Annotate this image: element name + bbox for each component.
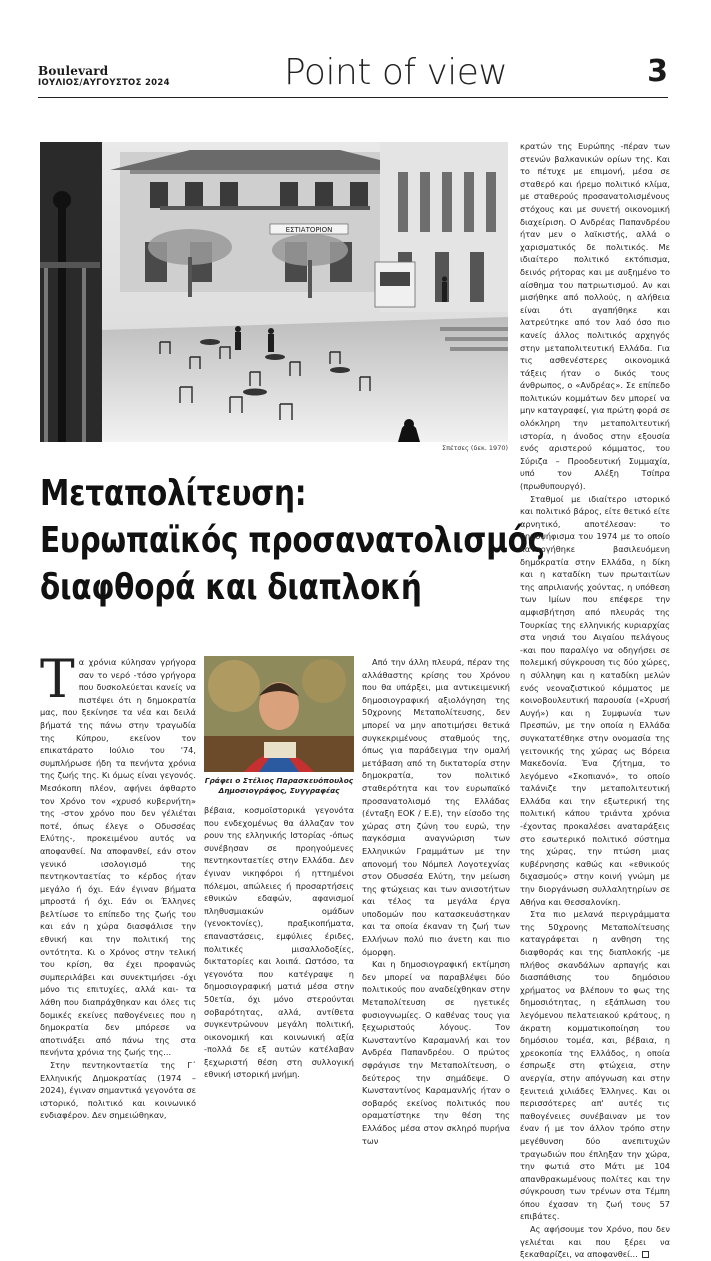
article-column-1 <box>40 650 196 1122</box>
author-name: Γράφει ο Στέλιος Παρασκευόπουλος <box>204 776 354 785</box>
paragraph-text: α χρόνια κύλησαν γρήγορα σαν το νερό -τόσο γρήγορα που δυσκολεύεται κανείς να πιστέψει ότι η δημοκρατία μας, που ξεκίνησε τα νέα και δειλά βήματά της πάνω στην τραγωδία της Κύπρου, εκείνον τον επικατάρατο Ιούλιο του '74, συμπλήρωσε ήδη τα πενήντα χρόνια της ζωής της. Κι όμως είναι γεγονός. Μεσόκοπη πλέον, αφήνει άφθαρτο τον Χρόνο τον «χρυσό κυβερνήτη» της -στον χρόνο που δεν γέλιέται ποτέ, όπως έλεγε ο Οδυσσέας Ελύτης-, προκειμένου αυτός να αποφανθεί. Να αποφανθεί, εάν στον γενικό ισολογισμό της πεντηκονταετίας το κέρδος ήταν μεγάλο ή όχι. Εάν έγιναν βήματα μπροστά ή όχι. Εάν οι Έλληνες βελτίωσε το επίπεδο της ζωής του και εάν η χώρα διασφάλισε την εθνική και την πολιτική της οντότητα. Κι ο Χρόνος στην τελική του κρίση, θα έχει προφανώς συμπεριλάβει και συνεκτιμήσει -όχι μόνο τις επιτυχίες, αλλά και- τα λάθη που διαπράχθηκαν και όλες τις δομικές εκείνες παθογένειες που η δημοκρατία δεν μπόρεσε να αποτινάξει από πάνω της στα πενήντα χρόνια της ζωής της... <box>40 657 196 1058</box>
page-number: 3 <box>647 54 668 89</box>
article-paragraph <box>40 650 196 1059</box>
article-paragraph: Στα πιο μελανά περιγράμματα της 50χρονης Μεταπολίτευσης καταγράφεται η ανθηση της διαφθοράς και της διαπλοκής -με πλήθος σκανδάλων αρπαγής και διασπάθισης του δημόσιου χρήματος να βλέπουν το φως της δημοσιότητας, η εξάπλωση του λεγόμενου πελατειακού κράτους, η άκρατη κομματικοποίηση του δημόσιου τομέα, και, βέβαια, η χρεοκοπία της Ελλάδος, η οποία έσπρωξε στη φτώχεια, στην ανεργία, στην απόγνωση και στην ξενιτειά χιλιάδες Έλληνες. Και οι περισσότερες απ' αυτές τις παθογένειες συνέβαιναν με τον έναν ή με τον άλλον τρόπο στην μεγέθυνση δύο ανεπιτυχών τραγωδιών που έπληξαν την χώρα, την φωτιά στο Μάτι με 104 απανθρακωμένους πολίτες και την σύγκρουση των τρένων στα Τέμπη όπου έχασαν τη ζωή τους 57 επιβάτες. <box>520 909 670 1222</box>
photo-caption: Σπέτσες (δεκ. 1970) <box>441 444 508 452</box>
article-paragraph: Σταθμοί με ιδιαίτερο ιστορικό και πολιτικό βάρος, είτε θετικό είτε αρνητικό, αποτέλεσαν: το δημοψήφισμα του 1974 με το οποίο καταργήθηκε βασιλευόμενη δημοκρατία στην Ελλάδα, η δίκη και η καταδίκη των πρωταιτίων της απριλιανής χούντας, η υπόθεση των Ιμίων που επέφερε την αμφισβήτηση από πλευράς της Τουρκίας της ελληνικής κυριαρχίας στα νησιά του Αιγαίου πελάγους -και που παραλίγο να οδηγήσει σε πολεμική σύγκρουση τις δύο χώρες, η σύλληψη και η καταδίκη μελών ενός νεοναζιστικού κόμματος με κοινοβουλευτική παρουσία («Χρυσή Αυγή») και η Συμφωνία των Πρεσπών, με την οποία η Ελλάδα συγκατατέθηκε στην ονομασία της γειτονικής της χώρας ως Βόρεια Μακεδονία. Ένα ζήτημα, το λεγόμενο «Σκοπιανό», το οποίο ταλάνιζε την μεταπολιτευτική Ελλάδα και την εξωτερική της πολιτική κάπου τριάντα χρόνια -έχοντας προκαλέσει αναταράξεις στο εσωτερικό πολιτικό σύστημα της χώρας, την πτώση μιας κυβέρνησης καθώς και «εθνικούς διχασμούς» στην κοινή γνώμη με την διοργάνωση συλλαλητηρίων σε Αθήνα και Θεσσαλονίκη. <box>520 493 670 907</box>
headline-line-1: Μεταπολίτευση: <box>40 473 307 514</box>
article-paragraph: Από την άλλη πλευρά, πέραν της αλλάθαστης κρίσης του Χρόνου που θα υπάρξει, μια αντικειμενική δημοσιογραφική αξιολόγηση της 50χρονης Μεταπολίτευσης, δεν μπορεί να μην αποτιμήσει θετικά συγκεκριμένους σταθμούς της, όπως για παράδειγμα την ομαλή μετάβαση από τη δικτατορία στην δημοκρατία, τον πολιτικό σταθερότητα και τον ευρωπαϊκό προσανατολισμό της Ελλάδας (ένταξη ΕΟΚ / Ε.Ε), την είσοδο της χώρας στη ζώνη του ευρώ, την παγκόσμια αναγνώριση των Ελληνικών Γραμμάτων με την απονομή του Νόμπελ Λογοτεχνίας στον Οδυσσέα Ελύτη, την μείωση της φτώχειας και των ανισοτήτων και τέλος τα μεγάλα έργα υποδομών που κατασκευάστηκαν και τα οποία έκαναν τη ζωή των Ελλήνων πολύ πιο άνετη και πιο όμορφη. <box>362 657 510 957</box>
author-title: Δημοσιογράφος, Συγγραφέας <box>218 786 340 795</box>
header-rule <box>38 97 668 98</box>
article-paragraph: κρατών της Ευρώπης -πέραν των στενών βαλκανικών ορίων της. Και το πέτυχε με επιμονή, μέσα σε σταθερό και ήρεμο πολιτικό κλίμα, με σταθερούς προσανατολισμένους στόχους και με συνετή οικονομική διαχείριση. Ο Ανδρέας Παπανδρέου ήταν μεν ο λαϊκιστής, αλλά ο χαρισματικός δε πολιτικός. Με ιδιαίτερο πολιτικό εκτόπισμα, δεινός ρήτορας και με αυξημένο το αίσθημα του πατριωτισμού. Αν και μισήθηκε από πολλούς, η αλήθεια είναι ότι αγαπήθηκε και λατρεύτηκε από τον λαό όσο πιο κανείς άλλος πολιτικός αρχηγός στην μεταπολιτευτική Ελλάδα. Για τις ασθενέστερες οικονομικά τάξεις ήταν ο δικός τους άνθρωπος, ο «Ανδρέας». Σε επίπεδο πολιτικών κομμάτων δεν μπορεί να μην καταγραφεί, για πρώτη φορά σε ολόκληρη την μεταπολιτευτική ιστορία, η άνοδος στην εξουσία ενός αριστερού κόμματος, του Σύριζα – Προοδευτική Συμμαχία, υπό τον Αλέξη Τσίπρα (πρωθυπουργό). <box>520 141 670 492</box>
issue-date: ΙΟΥΛΙΟΣ/ΑΥΓΟΥΣΤΟΣ 2024 <box>38 78 170 88</box>
author-portrait <box>204 656 354 772</box>
article-column-2 <box>204 656 354 1081</box>
article-paragraph <box>520 1223 670 1261</box>
photo-illustration <box>40 142 508 442</box>
author-caption <box>204 776 354 796</box>
headline-line-3: διαφθορά και διαπλοκή <box>40 567 422 608</box>
masthead <box>38 52 668 98</box>
headline-line-2: Ευρωπαϊκός προσανατολισμός <box>40 520 545 561</box>
article-paragraph: βέβαια, κοσμοϊστορικά γεγονότα που ενδεχομένως θα άλλαζαν τον ρουν της ελληνικής Ιστορίας -όπως συνέβησαν σε προηγούμενες πεντηκονταετίες στην Ελλάδα. Δεν έγιναν νικηφόροι ή ηττημένοι πόλεμοι, απώλειες ή προσαρτήσεις εθνικών εδαφών, αφανισμοί πληθυσμιακών ομάδων (γενοκτονίες), πραξικοπήματα, επαναστάσεις, εμφύλιες έριδες, πολιτικές μισαλλοδοξίες, δικτατορίες και λοιπά. Ωστόσο, τα γεγονότα που κατέγραψε η δημοσιογραφική ματιά μέσα στην 50ετία, όχι μόνο στερούνται σοβαρότητας, αλλά, αντίθετα συγκεντρώνουν μεγάλη πολιτική, οικονομική και κοινωνική αξία -πολλά δε εξ αυτών κατέλαβαν ξεχωριστή θέση στη συλλογική εθνική ιστορική μνήμη. <box>204 805 354 1080</box>
article-paragraph: Και η δημοσιογραφική εκτίμηση δεν μπορεί να παραβλέψει δύο πολιτικούς που αναδείχθηκαν στην Μεταπολίτευση σε ηγετικές φυσιογνωμίες. Ο καθένας τους για ξεχωριστούς λόγους. Τον Κωνσταντίνο Καραμανλή και τον Ανδρέα Παπανδρέου. Ο πρώτος σφράγισε την Μεταπολίτευση, ο δεύτερος την σημάδεψε. Ο Κωνσταντίνος Καραμανλής ήταν ο σοβαρός εκείνος πολιτικός που οραματίστηκε την θέση της Ελλάδος μέσα στον σκληρό πυρήνα των <box>362 959 510 1146</box>
end-mark-icon <box>642 1251 649 1258</box>
article-column-3 <box>362 656 510 1147</box>
main-photo <box>40 142 508 442</box>
brand-logo: Boulevard <box>38 64 109 78</box>
headline <box>40 470 545 611</box>
drop-cap: Τ <box>40 650 75 710</box>
article-paragraph: Στην πεντηκονταετία της Γ΄ Ελληνικής Δημοκρατίας (1974 – 2024), έγιναν σημαντικά γεγονότα σε ιστορικό, πολιτικό και κοινωνικό ενδιαφέρον. Δεν σημειώθηκαν, <box>40 1060 196 1121</box>
paragraph-text: Ας αφήσουμε τον Χρόνο, που δεν γελιέται και που ξέρει να ξεκαθαρίζει, να αποφανθεί... <box>520 1224 670 1260</box>
photo-sign-text: ΕΣΤΙΑΤΟΡΙΟΝ <box>285 226 333 234</box>
article-column-4 <box>520 140 670 1261</box>
author-portrait-image <box>204 656 354 772</box>
section-title: Point of view <box>284 52 508 93</box>
